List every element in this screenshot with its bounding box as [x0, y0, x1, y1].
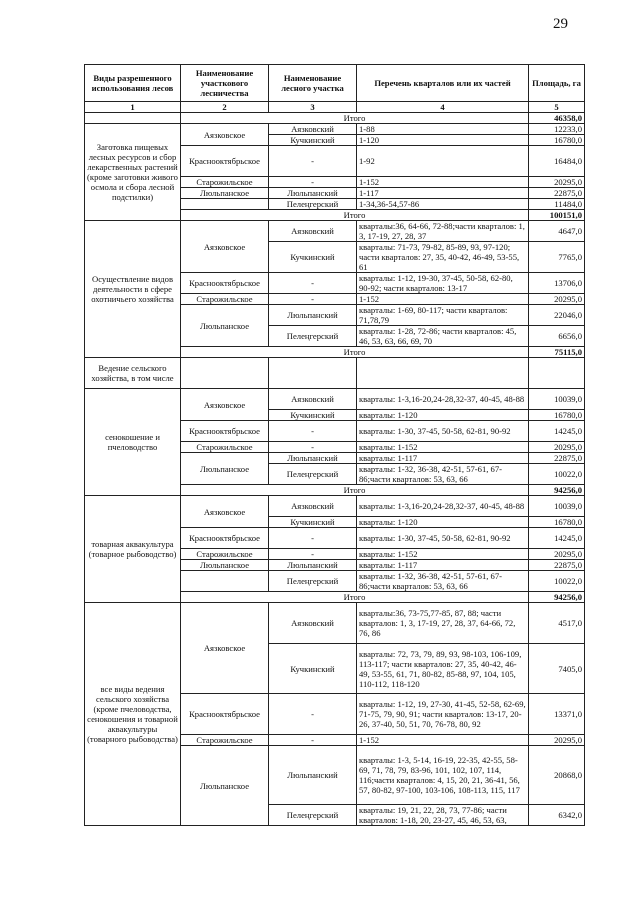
plot-cell: Аязковский [269, 389, 357, 410]
area-cell: 6656,0 [529, 326, 585, 347]
quarters-cell: кварталы: 19, 21, 22, 28, 73, 77-86; части кварталов: 1-18, 20, 23-27, 45, 46, 53, 63, [357, 805, 529, 826]
col-number: 5 [529, 102, 585, 113]
table-row [85, 496, 585, 517]
forestry-cell: Краснооктябрьское [181, 694, 269, 735]
quarters-cell: кварталы: 1-32, 36-38, 42-51, 57-61, 67-86;части кварталов: 53, 63, 66 [357, 464, 529, 485]
area-cell: 20868,0 [529, 746, 585, 805]
total-label: Итого [181, 210, 529, 221]
empty-cell [181, 358, 269, 389]
area-cell: 4647,0 [529, 221, 585, 242]
forestry-cell: Краснооктябрьское [181, 273, 269, 294]
plot-cell: - [269, 549, 357, 560]
plot-cell: Пелеңгерский [269, 199, 357, 210]
col-header-use: Виды разрешенного использования лесов [85, 65, 181, 102]
area-cell: 6342,0 [529, 805, 585, 826]
total-label: Итого [181, 485, 529, 496]
quarters-cell: кварталы: 1-28, 72-86; части кварталов: 45, 46, 53, 63, 66, 69, 70 [357, 326, 529, 347]
plot-cell: Пелеңгерский [269, 571, 357, 592]
quarters-cell: кварталы: 1-3, 5-14, 16-19, 22-35, 42-55, 58-69, 71, 78, 79, 83-96, 101, 102, 107, 114, 116;части кварталов: 4, 15, 20, 21, 36-41, 56, 57, 80-82, 97-100, 103-106, 108-113, 115, 117 [357, 746, 529, 805]
use-type-cell: товарная аквакультура (товарное рыбоводство) [85, 496, 181, 603]
quarters-cell: кварталы: 1-120 [357, 410, 529, 421]
area-cell: 22875,0 [529, 560, 585, 571]
area-cell: 7765,0 [529, 242, 585, 273]
total-value: 75115,0 [529, 347, 585, 358]
empty-cell [85, 113, 181, 124]
forestry-cell: Аязковское [181, 221, 269, 273]
quarters-cell: кварталы: 72, 73, 79, 89, 93, 98-103, 106-109, 113-117; части кварталов: 27, 35, 40-42, 46-49, 53-55, 61, 71, 80-82, 85-88, 97, 104, 105, 110-112, 118-120 [357, 644, 529, 694]
plot-cell: - [269, 735, 357, 746]
area-cell: 10039,0 [529, 389, 585, 410]
plot-cell: Люльпанский [269, 305, 357, 326]
forestry-cell: Аязковское [181, 124, 269, 146]
quarters-cell: 1-88 [357, 124, 529, 135]
area-cell: 22046,0 [529, 305, 585, 326]
area-cell: 11484,0 [529, 199, 585, 210]
col-header-forestry: Наименование участкового лесничества [181, 65, 269, 102]
empty-cell [181, 571, 269, 592]
col-header-area: Площадь, га [529, 65, 585, 102]
area-cell: 13706,0 [529, 273, 585, 294]
plot-cell: - [269, 694, 357, 735]
forestry-cell: Старожильское [181, 549, 269, 560]
plot-cell: Кучкинский [269, 410, 357, 421]
quarters-cell: кварталы:36, 73-75,77-85, 87, 88; части кварталов: 1, 3, 17-19, 27, 28, 37, 64-66, 72, 76, 86 [357, 603, 529, 644]
total-value: 94256,0 [529, 592, 585, 603]
forestry-cell: Аязковское [181, 603, 269, 694]
total-label: Итого [181, 113, 529, 124]
quarters-cell: кварталы: 1-152 [357, 442, 529, 453]
forestry-cell: Люльпанское [181, 560, 269, 571]
total-row [85, 113, 585, 124]
col-number: 1 [85, 102, 181, 113]
area-cell: 22875,0 [529, 453, 585, 464]
area-cell: 20295,0 [529, 177, 585, 188]
quarters-cell: 1-152 [357, 735, 529, 746]
empty-cell [269, 358, 357, 389]
area-cell: 20295,0 [529, 549, 585, 560]
plot-cell: - [269, 177, 357, 188]
plot-cell: - [269, 146, 357, 177]
area-cell: 14245,0 [529, 421, 585, 442]
forestry-cell: Старожильское [181, 735, 269, 746]
area-cell: 13371,0 [529, 694, 585, 735]
quarters-cell: 1-92 [357, 146, 529, 177]
plot-cell: Кучкинский [269, 517, 357, 528]
quarters-cell: 1-152 [357, 294, 529, 305]
total-label: Итого [181, 347, 529, 358]
empty-cell [529, 358, 585, 389]
col-number: 2 [181, 102, 269, 113]
table-row [85, 603, 585, 644]
forestry-cell: Люльпанское [181, 453, 269, 485]
area-cell: 4517,0 [529, 603, 585, 644]
plot-cell: Аязковский [269, 496, 357, 517]
total-value: 94256,0 [529, 485, 585, 496]
table-row [85, 389, 585, 410]
plot-cell: Пелеңгерский [269, 326, 357, 347]
area-cell: 20295,0 [529, 294, 585, 305]
plot-cell: - [269, 528, 357, 549]
forestry-cell: Люльпанское [181, 188, 269, 199]
quarters-cell: 1-120 [357, 135, 529, 146]
area-cell: 10022,0 [529, 571, 585, 592]
plot-cell: Люльпанский [269, 746, 357, 805]
section-heading-row [85, 358, 585, 389]
quarters-cell: кварталы: 1-3,16-20,24-28,32-37, 40-45, 48-88 [357, 496, 529, 517]
col-header-plot: Наименование лесного участка [269, 65, 357, 102]
quarters-cell: кварталы:36, 64-66, 72-88;части кварталов: 1, 3, 17-19, 27, 28, 37 [357, 221, 529, 242]
forestry-cell: Старожильское [181, 442, 269, 453]
col-number: 3 [269, 102, 357, 113]
quarters-cell: 1-117 [357, 188, 529, 199]
area-cell: 12233,0 [529, 124, 585, 135]
quarters-cell: кварталы: 1-32, 36-38, 42-51, 57-61, 67-86;части кварталов: 53, 63, 66 [357, 571, 529, 592]
forestry-cell: Аязковское [181, 496, 269, 528]
area-cell: 10039,0 [529, 496, 585, 517]
plot-cell: Люльпанский [269, 453, 357, 464]
empty-cell [181, 199, 269, 210]
table-row [85, 221, 585, 242]
forestry-cell: Краснооктябрьское [181, 528, 269, 549]
total-value: 46358,0 [529, 113, 585, 124]
quarters-cell: кварталы: 71-73, 79-82, 85-89, 93, 97-120; части кварталов: 27, 35, 40-42, 46-49, 53-55, 61 [357, 242, 529, 273]
plot-cell: - [269, 442, 357, 453]
quarters-cell: 1-152 [357, 177, 529, 188]
area-cell: 14245,0 [529, 528, 585, 549]
quarters-cell: кварталы: 1-152 [357, 549, 529, 560]
col-header-quarters: Перечень кварталов или их частей [357, 65, 529, 102]
area-cell: 10022,0 [529, 464, 585, 485]
forestry-cell: Люльпанское [181, 746, 269, 826]
area-cell: 16484,0 [529, 146, 585, 177]
plot-cell: Аязковский [269, 221, 357, 242]
col-number: 4 [357, 102, 529, 113]
forestry-cell: Люльпанское [181, 305, 269, 347]
table-row [85, 124, 585, 135]
plot-cell: Люльпанский [269, 560, 357, 571]
quarters-cell: кварталы: 1-120 [357, 517, 529, 528]
quarters-cell: кварталы: 1-12, 19, 27-30, 41-45, 52-58, 62-69, 71-75, 79, 90, 91; части кварталов: 13-17, 20-26, 37-40, 50, 51, 70, 76-78, 80, 92 [357, 694, 529, 735]
area-cell: 20295,0 [529, 735, 585, 746]
area-cell: 20295,0 [529, 442, 585, 453]
quarters-cell: кварталы: 1-12, 19-30, 37-45, 50-58, 62-80, 90-92; части кварталов: 13-17 [357, 273, 529, 294]
use-type-cell: все виды ведения сельского хозяйства (кроме пчеловодства, сенокошения и товарной аквакультуры (товарного рыбоводства) [85, 603, 181, 826]
plot-cell: - [269, 273, 357, 294]
area-cell: 16780,0 [529, 517, 585, 528]
plot-cell: Кучкинский [269, 242, 357, 273]
plot-cell: Кучкинский [269, 644, 357, 694]
total-label: Итого [181, 592, 529, 603]
quarters-cell: кварталы: 1-117 [357, 453, 529, 464]
plot-cell: Аязковский [269, 124, 357, 135]
forestry-cell: Краснооктябрьское [181, 146, 269, 177]
use-type-cell: Заготовка пищевых лесных ресурсов и сбор лекарственных растений (кроме заготовки живого осмола и сбора лесной подстилки) [85, 124, 181, 221]
plot-cell: - [269, 421, 357, 442]
header-row [85, 65, 585, 102]
forestry-cell: Краснооктябрьское [181, 421, 269, 442]
section-heading: Ведение сельского хозяйства, в том числе [85, 358, 181, 389]
forestry-cell: Старожильское [181, 294, 269, 305]
quarters-cell: кварталы: 1-30, 37-45, 50-58, 62-81, 90-92 [357, 528, 529, 549]
plot-cell: Аязковский [269, 603, 357, 644]
page-number: 29 [553, 16, 568, 32]
use-type-cell: Осуществление видов деятельности в сфере охотничьего хозяйства [85, 221, 181, 358]
forestry-cell: Аязковское [181, 389, 269, 421]
area-cell: 22875,0 [529, 188, 585, 199]
use-type-cell: сенокошение и пчеловодство [85, 389, 181, 496]
plot-cell: Пелеңгерский [269, 805, 357, 826]
total-value: 100151,0 [529, 210, 585, 221]
quarters-cell: 1-34,36-54,57-86 [357, 199, 529, 210]
column-number-row [85, 102, 585, 113]
empty-cell [357, 358, 529, 389]
quarters-cell: кварталы: 1-3,16-20,24-28,32-37, 40-45, 48-88 [357, 389, 529, 410]
area-cell: 16780,0 [529, 410, 585, 421]
quarters-cell: кварталы: 1-30, 37-45, 50-58, 62-81, 90-92 [357, 421, 529, 442]
forestry-cell: Старожильское [181, 177, 269, 188]
quarters-cell: кварталы: 1-117 [357, 560, 529, 571]
land-use-table [84, 64, 585, 826]
area-cell: 7405,0 [529, 644, 585, 694]
area-cell: 16780,0 [529, 135, 585, 146]
plot-cell: Люльпанский [269, 188, 357, 199]
plot-cell: - [269, 294, 357, 305]
plot-cell: Кучкинский [269, 135, 357, 146]
plot-cell: Пелеңгерский [269, 464, 357, 485]
quarters-cell: кварталы: 1-69, 80-117; части кварталов: 71,78,79 [357, 305, 529, 326]
